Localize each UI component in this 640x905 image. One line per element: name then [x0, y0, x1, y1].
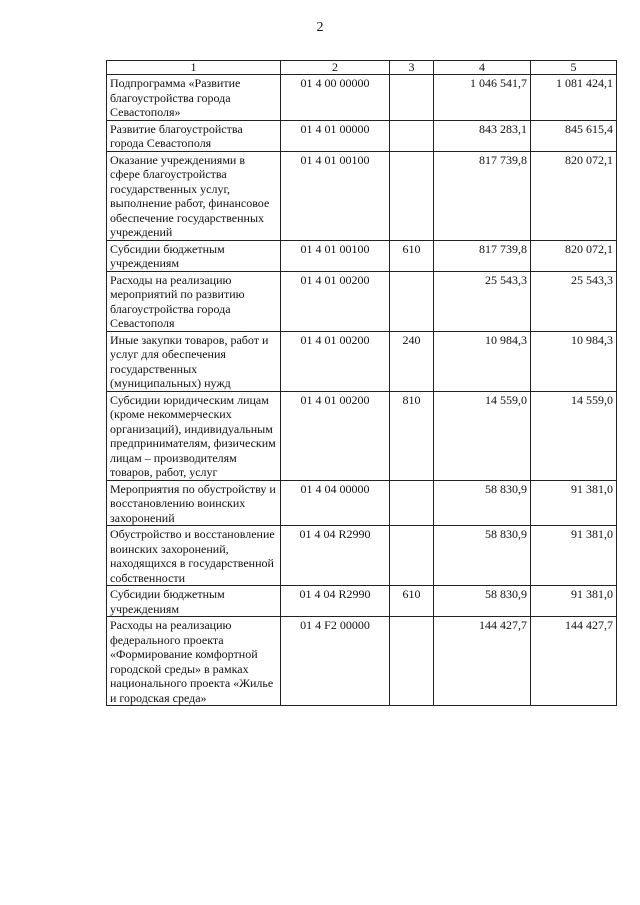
- expense-type-cell: [390, 271, 434, 331]
- amount-col4-cell: 817 739,8: [434, 240, 531, 271]
- amount-col5-cell: 10 984,3: [531, 331, 617, 391]
- amount-col5-cell: 1 081 424,1: [531, 75, 617, 121]
- expense-name-cell: Субсидии бюджетным учреждениям: [107, 240, 281, 271]
- column-header-1: 1: [107, 61, 281, 75]
- table-header-row: [107, 61, 617, 75]
- amount-col4-cell: 144 427,7: [434, 617, 531, 706]
- expense-name-cell: Субсидии юридическим лицам (кроме некоммерческих организаций), индивидуальным предпринимателям, физическим лицам – производителям товаров, работ, услуг: [107, 391, 281, 480]
- amount-col5-cell: 845 615,4: [531, 120, 617, 151]
- expense-name-cell: Иные закупки товаров, работ и услуг для обеспечения государственных (муниципальных) нужд: [107, 331, 281, 391]
- amount-col4-cell: 14 559,0: [434, 391, 531, 480]
- expense-name-cell: Оказание учреждениями в сфере благоустройства государственных услуг, выполнение работ, финансовое обеспечение государственных учреждений: [107, 151, 281, 240]
- table-row: [107, 526, 617, 586]
- column-header-3: 3: [390, 61, 434, 75]
- page-number: 2: [316, 20, 324, 35]
- column-header-2: 2: [281, 61, 390, 75]
- table-row: [107, 75, 617, 121]
- amount-col5-cell: 14 559,0: [531, 391, 617, 480]
- expense-name-cell: Обустройство и восстановление воинских захоронений, находящихся в государственной собственности: [107, 526, 281, 586]
- table-row: [107, 151, 617, 240]
- table-row: [107, 617, 617, 706]
- amount-col5-cell: 91 381,0: [531, 586, 617, 617]
- target-code-cell: 01 4 04 00000: [281, 480, 390, 526]
- amount-col4-cell: 58 830,9: [434, 526, 531, 586]
- amount-col5-cell: 25 543,3: [531, 271, 617, 331]
- amount-col5-cell: 91 381,0: [531, 526, 617, 586]
- target-code-cell: 01 4 01 00000: [281, 120, 390, 151]
- expense-type-cell: [390, 526, 434, 586]
- amount-col4-cell: 817 739,8: [434, 151, 531, 240]
- expense-type-cell: 240: [390, 331, 434, 391]
- expense-name-cell: Подпрограмма «Развитие благоустройства города Севастополя»: [107, 75, 281, 121]
- expense-type-cell: [390, 617, 434, 706]
- table-row: [107, 480, 617, 526]
- target-code-cell: 01 4 04 R2990: [281, 526, 390, 586]
- target-code-cell: 01 4 01 00200: [281, 331, 390, 391]
- budget-table: [106, 60, 617, 706]
- expense-type-cell: 610: [390, 240, 434, 271]
- column-header-4: 4: [434, 61, 531, 75]
- expense-type-cell: 810: [390, 391, 434, 480]
- amount-col5-cell: 91 381,0: [531, 480, 617, 526]
- amount-col4-cell: 10 984,3: [434, 331, 531, 391]
- amount-col4-cell: 25 543,3: [434, 271, 531, 331]
- table-row: [107, 271, 617, 331]
- column-header-5: 5: [531, 61, 617, 75]
- table-row: [107, 120, 617, 151]
- amount-col5-cell: 144 427,7: [531, 617, 617, 706]
- target-code-cell: 01 4 F2 00000: [281, 617, 390, 706]
- target-code-cell: 01 4 04 R2990: [281, 586, 390, 617]
- amount-col4-cell: 58 830,9: [434, 586, 531, 617]
- expense-type-cell: [390, 480, 434, 526]
- expense-name-cell: Расходы на реализацию мероприятий по развитию благоустройства города Севастополя: [107, 271, 281, 331]
- target-code-cell: 01 4 01 00200: [281, 391, 390, 480]
- amount-col4-cell: 1 046 541,7: [434, 75, 531, 121]
- target-code-cell: 01 4 01 00200: [281, 271, 390, 331]
- target-code-cell: 01 4 01 00100: [281, 151, 390, 240]
- amount-col4-cell: 58 830,9: [434, 480, 531, 526]
- expense-type-cell: [390, 75, 434, 121]
- expense-name-cell: Развитие благоустройства города Севастополя: [107, 120, 281, 151]
- table-row: [107, 240, 617, 271]
- target-code-cell: 01 4 01 00100: [281, 240, 390, 271]
- table-row: [107, 391, 617, 480]
- amount-col5-cell: 820 072,1: [531, 151, 617, 240]
- table-row: [107, 586, 617, 617]
- expense-name-cell: Расходы на реализацию федерального проекта «Формирование комфортной городской среды» в рамках национального проекта «Жилье и городская среда»: [107, 617, 281, 706]
- table-row: [107, 331, 617, 391]
- expense-name-cell: Мероприятия по обустройству и восстановлению воинских захоронений: [107, 480, 281, 526]
- expense-type-cell: [390, 151, 434, 240]
- target-code-cell: 01 4 00 00000: [281, 75, 390, 121]
- expense-type-cell: [390, 120, 434, 151]
- expense-type-cell: 610: [390, 586, 434, 617]
- amount-col4-cell: 843 283,1: [434, 120, 531, 151]
- amount-col5-cell: 820 072,1: [531, 240, 617, 271]
- expense-name-cell: Субсидии бюджетным учреждениям: [107, 586, 281, 617]
